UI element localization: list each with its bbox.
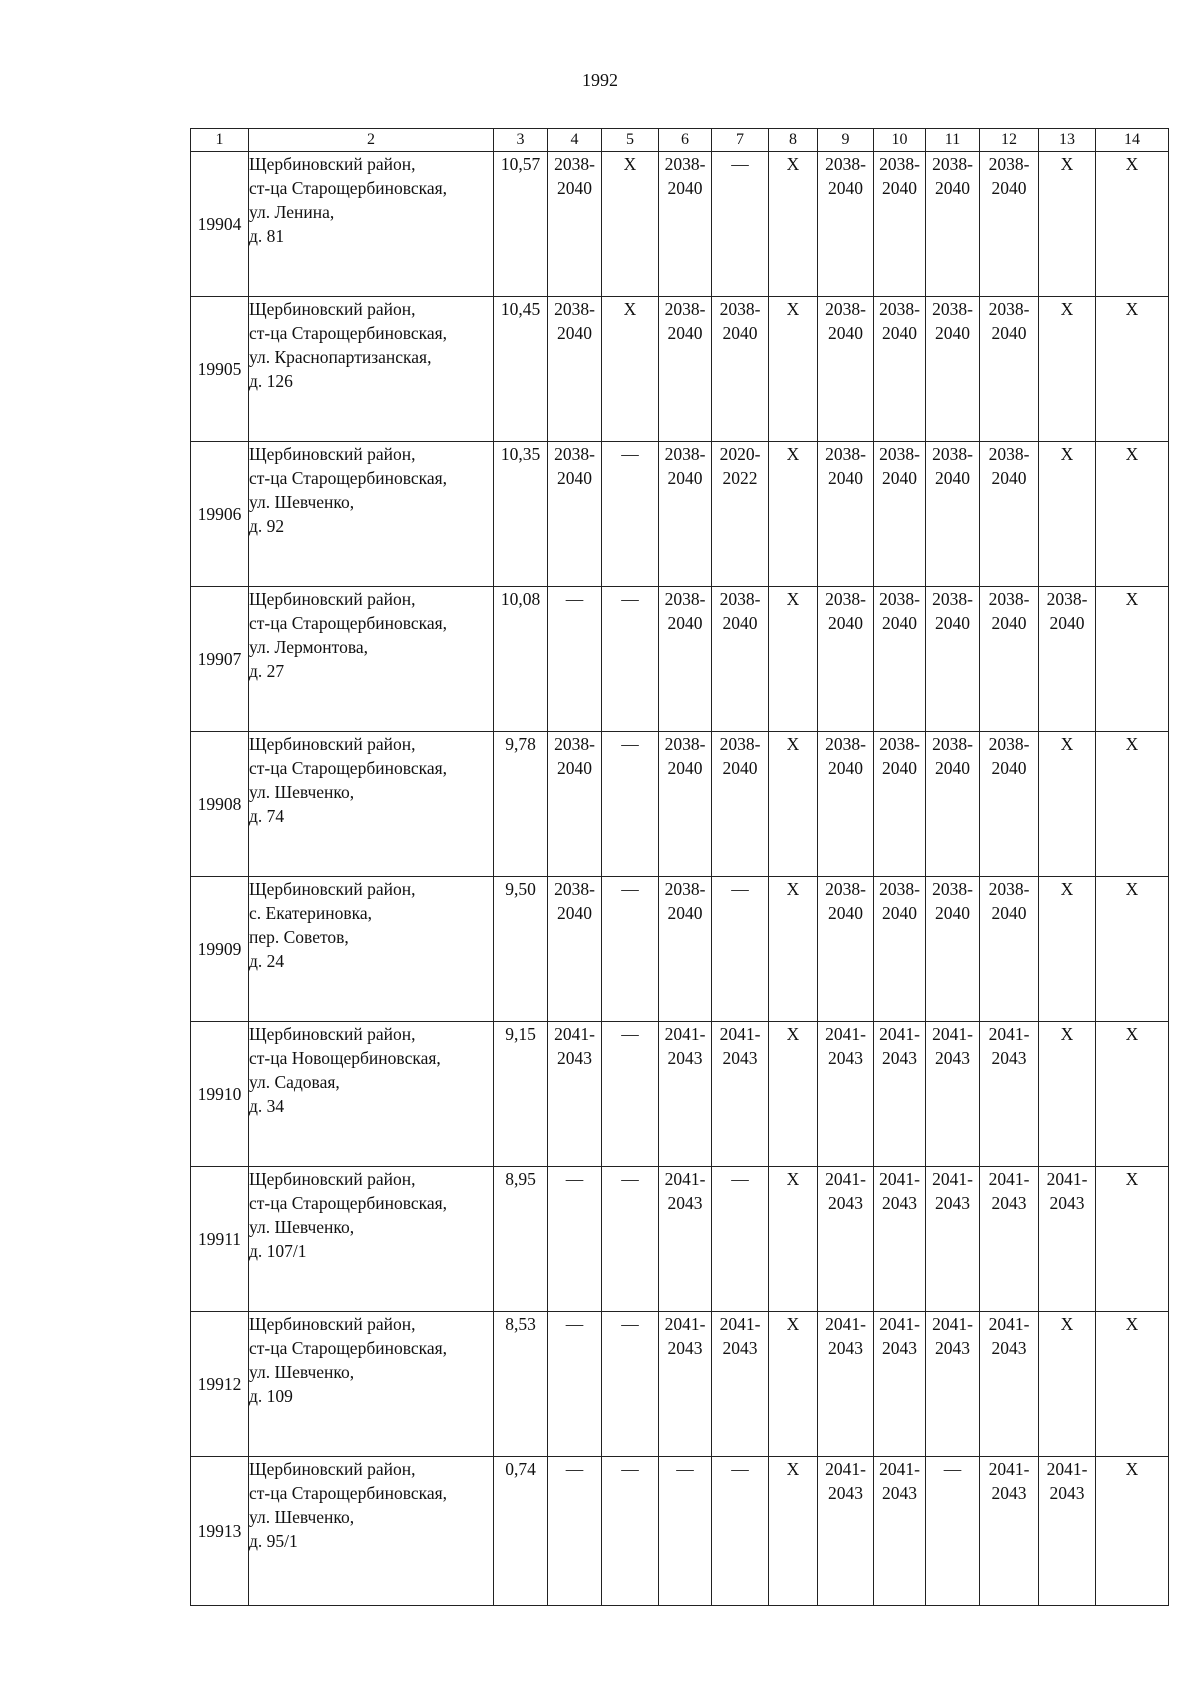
period-cell: 2038- 2040 bbox=[926, 587, 980, 732]
period-cell: X bbox=[769, 152, 818, 297]
address-cell: Щербиновский район, с. Екатериновка, пер. Советов, д. 24 bbox=[249, 877, 494, 1022]
period-cell: — bbox=[548, 1457, 602, 1606]
period-cell: — bbox=[926, 1457, 980, 1606]
row-number: 19904 bbox=[191, 152, 249, 297]
period-cell: X bbox=[1039, 152, 1096, 297]
period-cell: 2038- 2040 bbox=[980, 877, 1039, 1022]
period-cell: X bbox=[1039, 1022, 1096, 1167]
period-cell: 2038- 2040 bbox=[980, 442, 1039, 587]
period-cell: X bbox=[769, 732, 818, 877]
value-cell: 10,45 bbox=[494, 297, 548, 442]
table-row bbox=[191, 1457, 1169, 1606]
period-cell: — bbox=[602, 1457, 659, 1606]
period-cell: 2038- 2040 bbox=[874, 297, 926, 442]
address-cell: Щербиновский район, ст-ца Старощербиновская, ул. Лермонтова, д. 27 bbox=[249, 587, 494, 732]
period-cell: X bbox=[1039, 442, 1096, 587]
period-cell: 2041- 2043 bbox=[818, 1022, 874, 1167]
period-cell: 2038- 2040 bbox=[926, 732, 980, 877]
table-row bbox=[191, 1022, 1169, 1167]
period-cell: — bbox=[602, 442, 659, 587]
period-cell: X bbox=[769, 442, 818, 587]
table-row bbox=[191, 442, 1169, 587]
period-cell: — bbox=[602, 587, 659, 732]
column-header: 8 bbox=[769, 129, 818, 152]
value-cell: 8,95 bbox=[494, 1167, 548, 1312]
period-cell: 2038- 2040 bbox=[818, 152, 874, 297]
period-cell: X bbox=[1096, 877, 1169, 1022]
period-cell: 2041- 2043 bbox=[980, 1022, 1039, 1167]
period-cell: 2038- 2040 bbox=[874, 587, 926, 732]
address-cell: Щербиновский район, ст-ца Старощербиновская, ул. Шевченко, д. 109 bbox=[249, 1312, 494, 1457]
row-number: 19907 bbox=[191, 587, 249, 732]
period-cell: 2038- 2040 bbox=[980, 297, 1039, 442]
value-cell: 9,50 bbox=[494, 877, 548, 1022]
column-header: 5 bbox=[602, 129, 659, 152]
registry-table bbox=[190, 128, 1169, 1606]
period-cell: 2038- 2040 bbox=[659, 877, 712, 1022]
period-cell: 2041- 2043 bbox=[1039, 1167, 1096, 1312]
address-cell: Щербиновский район, ст-ца Старощербиновская, ул. Шевченко, д. 107/1 bbox=[249, 1167, 494, 1312]
period-cell: 2038- 2040 bbox=[818, 732, 874, 877]
period-cell: — bbox=[602, 877, 659, 1022]
period-cell: 2041- 2043 bbox=[659, 1312, 712, 1457]
period-cell: 2041- 2043 bbox=[874, 1022, 926, 1167]
period-cell: — bbox=[548, 1167, 602, 1312]
column-header: 1 bbox=[191, 129, 249, 152]
period-cell: X bbox=[1096, 1457, 1169, 1606]
table-row bbox=[191, 297, 1169, 442]
address-cell: Щербиновский район, ст-ца Старощербиновская, ул. Шевченко, д. 74 bbox=[249, 732, 494, 877]
column-header: 2 bbox=[249, 129, 494, 152]
period-cell: X bbox=[1096, 1022, 1169, 1167]
period-cell: X bbox=[602, 152, 659, 297]
value-cell: 9,78 bbox=[494, 732, 548, 877]
row-number: 19905 bbox=[191, 297, 249, 442]
column-number-row bbox=[191, 129, 1169, 152]
period-cell: 2041- 2043 bbox=[548, 1022, 602, 1167]
period-cell: 2041- 2043 bbox=[818, 1312, 874, 1457]
period-cell: 2041- 2043 bbox=[926, 1312, 980, 1457]
period-cell: 2041- 2043 bbox=[980, 1167, 1039, 1312]
address-cell: Щербиновский район, ст-ца Новощербиновская, ул. Садовая, д. 34 bbox=[249, 1022, 494, 1167]
period-cell: 2041- 2043 bbox=[926, 1167, 980, 1312]
period-cell: X bbox=[769, 297, 818, 442]
period-cell: X bbox=[1096, 442, 1169, 587]
period-cell: — bbox=[602, 1167, 659, 1312]
period-cell: 2038- 2040 bbox=[659, 442, 712, 587]
period-cell: X bbox=[1096, 152, 1169, 297]
column-header: 9 bbox=[818, 129, 874, 152]
value-cell: 10,57 bbox=[494, 152, 548, 297]
column-header: 14 bbox=[1096, 129, 1169, 152]
row-number: 19910 bbox=[191, 1022, 249, 1167]
period-cell: — bbox=[548, 1312, 602, 1457]
period-cell: 2038- 2040 bbox=[980, 152, 1039, 297]
period-cell: 2038- 2040 bbox=[926, 297, 980, 442]
period-cell: — bbox=[712, 152, 769, 297]
table-row bbox=[191, 877, 1169, 1022]
period-cell: 2038- 2040 bbox=[818, 442, 874, 587]
page-number: 1992 bbox=[582, 70, 618, 90]
row-number: 19908 bbox=[191, 732, 249, 877]
period-cell: 2038- 2040 bbox=[712, 297, 769, 442]
period-cell: 2038- 2040 bbox=[874, 152, 926, 297]
period-cell: — bbox=[602, 732, 659, 877]
value-cell: 10,08 bbox=[494, 587, 548, 732]
period-cell: — bbox=[602, 1022, 659, 1167]
row-number: 19911 bbox=[191, 1167, 249, 1312]
period-cell: X bbox=[1039, 297, 1096, 442]
address-cell: Щербиновский район, ст-ца Старощербиновская, ул. Ленина, д. 81 bbox=[249, 152, 494, 297]
column-header: 11 bbox=[926, 129, 980, 152]
period-cell: X bbox=[769, 1457, 818, 1606]
period-cell: 2038- 2040 bbox=[659, 297, 712, 442]
period-cell: 2038- 2040 bbox=[659, 152, 712, 297]
column-header: 4 bbox=[548, 129, 602, 152]
column-header: 3 bbox=[494, 129, 548, 152]
period-cell: 2038- 2040 bbox=[1039, 587, 1096, 732]
period-cell: 2041- 2043 bbox=[659, 1167, 712, 1312]
period-cell: 2041- 2043 bbox=[712, 1022, 769, 1167]
period-cell: 2038- 2040 bbox=[712, 732, 769, 877]
period-cell: — bbox=[659, 1457, 712, 1606]
period-cell: X bbox=[1096, 297, 1169, 442]
period-cell: 2038- 2040 bbox=[874, 442, 926, 587]
period-cell: 2041- 2043 bbox=[874, 1457, 926, 1606]
period-cell: 2038- 2040 bbox=[818, 877, 874, 1022]
period-cell: 2038- 2040 bbox=[548, 442, 602, 587]
period-cell: 2041- 2043 bbox=[818, 1167, 874, 1312]
period-cell: 2038- 2040 bbox=[874, 732, 926, 877]
period-cell: — bbox=[602, 1312, 659, 1457]
address-cell: Щербиновский район, ст-ца Старощербиновская, ул. Краснопартизанская, д. 126 bbox=[249, 297, 494, 442]
period-cell: X bbox=[1096, 732, 1169, 877]
period-cell: 2038- 2040 bbox=[980, 732, 1039, 877]
row-number: 19913 bbox=[191, 1457, 249, 1606]
period-cell: 2041- 2043 bbox=[874, 1312, 926, 1457]
column-header: 10 bbox=[874, 129, 926, 152]
value-cell: 8,53 bbox=[494, 1312, 548, 1457]
period-cell: X bbox=[769, 1022, 818, 1167]
row-number: 19912 bbox=[191, 1312, 249, 1457]
period-cell: X bbox=[1039, 732, 1096, 877]
period-cell: 2038- 2040 bbox=[659, 732, 712, 877]
table-row bbox=[191, 152, 1169, 297]
period-cell: X bbox=[769, 1312, 818, 1457]
period-cell: 2041- 2043 bbox=[818, 1457, 874, 1606]
period-cell: X bbox=[1096, 1167, 1169, 1312]
period-cell: 2038- 2040 bbox=[926, 152, 980, 297]
column-header: 12 bbox=[980, 129, 1039, 152]
table-row bbox=[191, 1312, 1169, 1457]
period-cell: 2038- 2040 bbox=[980, 587, 1039, 732]
period-cell: X bbox=[1096, 587, 1169, 732]
period-cell: 2038- 2040 bbox=[926, 877, 980, 1022]
period-cell: 2041- 2043 bbox=[659, 1022, 712, 1167]
address-cell: Щербиновский район, ст-ца Старощербиновская, ул. Шевченко, д. 92 bbox=[249, 442, 494, 587]
table-row bbox=[191, 587, 1169, 732]
period-cell: 2038- 2040 bbox=[818, 587, 874, 732]
value-cell: 0,74 bbox=[494, 1457, 548, 1606]
column-header: 13 bbox=[1039, 129, 1096, 152]
value-cell: 10,35 bbox=[494, 442, 548, 587]
table-row bbox=[191, 1167, 1169, 1312]
period-cell: X bbox=[1039, 1312, 1096, 1457]
period-cell: 2038- 2040 bbox=[874, 877, 926, 1022]
period-cell: 2038- 2040 bbox=[926, 442, 980, 587]
column-header: 7 bbox=[712, 129, 769, 152]
period-cell: 2038- 2040 bbox=[548, 732, 602, 877]
period-cell: — bbox=[712, 1457, 769, 1606]
period-cell: X bbox=[602, 297, 659, 442]
value-cell: 9,15 bbox=[494, 1022, 548, 1167]
period-cell: 2041- 2043 bbox=[1039, 1457, 1096, 1606]
column-header: 6 bbox=[659, 129, 712, 152]
period-cell: X bbox=[1096, 1312, 1169, 1457]
period-cell: — bbox=[712, 1167, 769, 1312]
period-cell: X bbox=[1039, 877, 1096, 1022]
address-cell: Щербиновский район, ст-ца Старощербиновская, ул. Шевченко, д. 95/1 bbox=[249, 1457, 494, 1606]
period-cell: X bbox=[769, 587, 818, 732]
period-cell: 2041- 2043 bbox=[980, 1312, 1039, 1457]
period-cell: 2020- 2022 bbox=[712, 442, 769, 587]
period-cell: 2041- 2043 bbox=[980, 1457, 1039, 1606]
period-cell: 2038- 2040 bbox=[712, 587, 769, 732]
period-cell: 2041- 2043 bbox=[926, 1022, 980, 1167]
row-number: 19906 bbox=[191, 442, 249, 587]
period-cell: — bbox=[548, 587, 602, 732]
period-cell: 2038- 2040 bbox=[548, 297, 602, 442]
period-cell: X bbox=[769, 1167, 818, 1312]
period-cell: 2038- 2040 bbox=[548, 877, 602, 1022]
table-row bbox=[191, 732, 1169, 877]
period-cell: 2038- 2040 bbox=[818, 297, 874, 442]
period-cell: 2041- 2043 bbox=[712, 1312, 769, 1457]
period-cell: — bbox=[712, 877, 769, 1022]
period-cell: 2038- 2040 bbox=[659, 587, 712, 732]
period-cell: 2038- 2040 bbox=[548, 152, 602, 297]
period-cell: X bbox=[769, 877, 818, 1022]
period-cell: 2041- 2043 bbox=[874, 1167, 926, 1312]
table-body bbox=[191, 152, 1169, 1606]
row-number: 19909 bbox=[191, 877, 249, 1022]
